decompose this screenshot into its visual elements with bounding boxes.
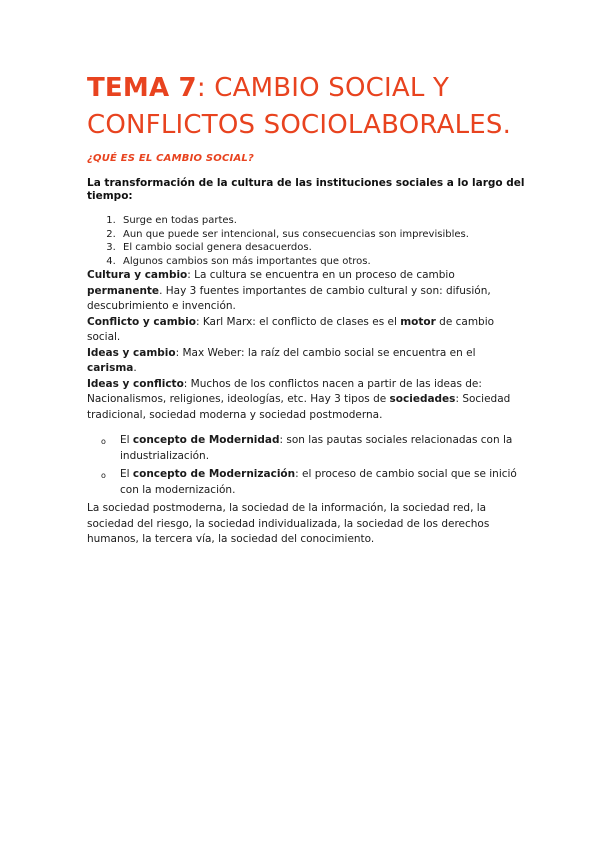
list-item: 3. El cambio social genera desacuerdos. (119, 241, 527, 255)
paragraph-text: . (133, 362, 137, 374)
paragraph-text: El (120, 434, 133, 446)
emphasis-text: concepto de Modernización (132, 468, 296, 480)
term-label: Conflicto y cambio (87, 315, 196, 328)
intro-definition: La transformación de la cultura de las instituciones sociales a lo largo del tiempo: (87, 177, 525, 202)
paragraph-text: : Karl Marx: el conflicto de clases es el (195, 315, 401, 328)
title-lead: TEMA 7 (87, 73, 197, 103)
paragraph-text: : Sociedad tradicional, sociedad moderna y sociedad postmoderna. (87, 393, 511, 421)
paragraph-ideas-cambio (87, 346, 527, 377)
term-label: Ideas y conflicto (87, 377, 184, 390)
paragraph-text: : La cultura se encuentra en un proceso de cambio (187, 269, 455, 281)
paragraph-conflicto-cambio (87, 315, 527, 346)
characteristics-list (87, 214, 527, 268)
paragraph-cultura-cambio (87, 268, 527, 315)
term-label: Ideas y cambio (87, 346, 176, 359)
emphasis-text: motor (400, 315, 436, 328)
paragraph-text: : Max Weber: la raíz del cambio social se encuentra en el (175, 346, 476, 359)
document-content (87, 70, 527, 548)
page-title (87, 70, 527, 144)
list-item (101, 433, 527, 464)
circle-bullet-icon: o (101, 437, 106, 446)
section-subtitle: ¿QUÉ ES EL CAMBIO SOCIAL? (87, 153, 254, 164)
paragraph-text: . Hay 3 fuentes importantes de cambio cultural y son: difusión, descubrimiento e invención. (87, 284, 491, 312)
paragraph-text: : Muchos de los conflictos nacen a partir de las ideas de: Nacionalismos, religiones, ideologías, etc. Hay 3 tipos de (87, 377, 482, 405)
emphasis-text: concepto de Modernidad (132, 434, 280, 446)
concepts-list (87, 433, 527, 498)
paragraph-text: de cambio social. (87, 315, 495, 343)
paragraph-text: : son las pautas sociales relacionadas con la industrialización. (120, 434, 513, 462)
list-item (101, 467, 527, 498)
title-rest: : CAMBIO SOCIAL Y CONFLICTOS SOCIOLABORALES. (87, 73, 512, 140)
paragraph-ideas-conflicto (87, 377, 527, 424)
term-label: Cultura y cambio (87, 269, 188, 281)
emphasis-text: permanente (87, 284, 160, 297)
paragraph-postmoderna: La sociedad postmoderna, la sociedad de la información, la sociedad red, la sociedad del riesgo, la sociedad individualizada, la sociedad de los derechos humanos, la tercera vía, la sociedad del conocimiento. (87, 502, 490, 545)
list-item: 1. Surge en todas partes. (119, 214, 527, 228)
paragraph-text: : el proceso de cambio social que se inició con la modernización. (120, 468, 517, 496)
circle-bullet-icon: o (101, 471, 106, 480)
list-item: 2. Aun que puede ser intencional, sus consecuencias son imprevisibles. (119, 228, 527, 242)
emphasis-text: carisma (87, 362, 134, 374)
emphasis-text: sociedades (389, 393, 456, 405)
paragraph-text: El (120, 468, 133, 480)
list-item: 4. Algunos cambios son más importantes que otros. (119, 255, 527, 269)
